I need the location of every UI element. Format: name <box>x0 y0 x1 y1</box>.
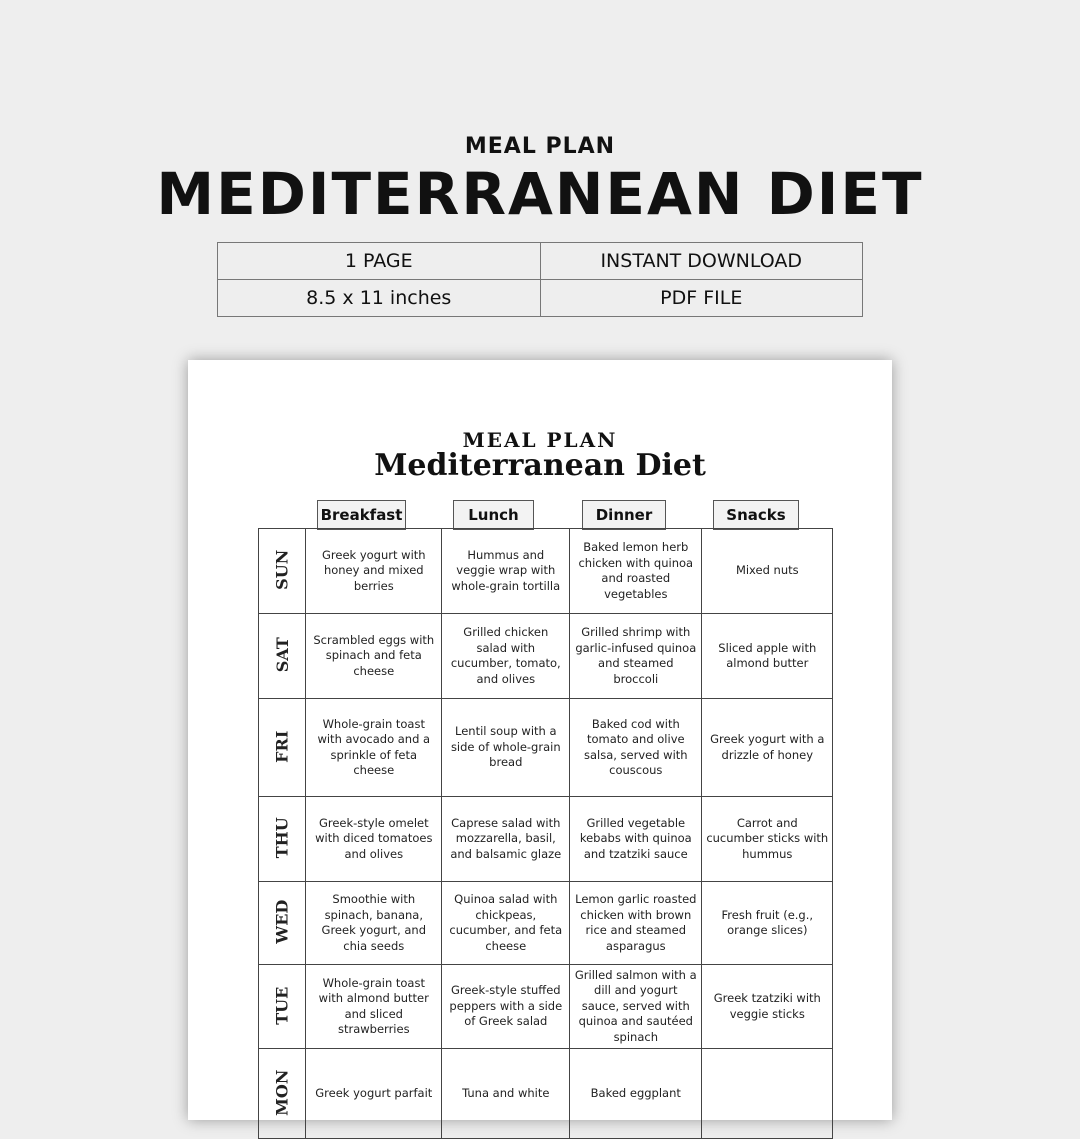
table-row <box>259 882 833 965</box>
meal-cell: Lemon garlic roasted chicken with brown rice and steamed asparagus <box>570 882 702 965</box>
day-label: TUE <box>272 986 292 1025</box>
day-label: FRI <box>272 730 292 763</box>
meal-cell: Grilled shrimp with garlic-infused quinoa and steamed broccoli <box>570 614 702 699</box>
meal-grid <box>258 528 833 1139</box>
day-label: SUN <box>272 549 292 591</box>
info-download: INSTANT DOWNLOAD <box>540 243 863 280</box>
header-subtitle: MEAL PLAN <box>464 134 616 159</box>
meal-cell: Carrot and cucumber sticks with hummus <box>702 797 833 882</box>
meal-cell: Greek yogurt with a drizzle of honey <box>702 699 833 797</box>
meal-cell: Grilled vegetable kebabs with quinoa and tzatziki sauce <box>570 797 702 882</box>
day-label: MON <box>272 1069 292 1116</box>
meal-cell <box>702 1049 833 1139</box>
meal-cell: Greek tzatziki with veggie sticks <box>702 965 833 1049</box>
meal-cell: Baked eggplant <box>570 1049 702 1139</box>
info-pages: 1 PAGE <box>218 243 541 280</box>
meal-plan-sheet <box>188 360 892 1120</box>
day-label: SAT <box>272 637 292 673</box>
meal-cell: Lentil soup with a side of whole-grain bread <box>442 699 570 797</box>
day-cell <box>259 699 306 797</box>
meal-cell: Sliced apple with almond butter <box>702 614 833 699</box>
meal-cell: Greek yogurt parfait <box>306 1049 442 1139</box>
meal-cell: Whole-grain toast with almond butter and sliced strawberries <box>306 965 442 1049</box>
meal-cell: Grilled salmon with a dill and yogurt sauce, served with quinoa and sautéed spinach <box>570 965 702 1049</box>
day-cell <box>259 1049 306 1139</box>
meal-cell: Quinoa salad with chickpeas, cucumber, and feta cheese <box>442 882 570 965</box>
meal-cell: Greek yogurt with honey and mixed berries <box>306 529 442 614</box>
table-row <box>259 965 833 1049</box>
day-label: THU <box>272 817 292 859</box>
table-row <box>259 1049 833 1139</box>
column-header-lunch: Lunch <box>453 500 534 530</box>
day-cell <box>259 882 306 965</box>
meal-cell: Scrambled eggs with spinach and feta cheese <box>306 614 442 699</box>
meal-cell: Whole-grain toast with avocado and a sprinkle of feta cheese <box>306 699 442 797</box>
meal-cell: Caprese salad with mozzarella, basil, and balsamic glaze <box>442 797 570 882</box>
info-table <box>217 242 863 317</box>
table-row <box>259 614 833 699</box>
meal-cell: Hummus and veggie wrap with whole-grain tortilla <box>442 529 570 614</box>
info-size: 8.5 x 11 inches <box>218 280 541 317</box>
day-label: WED <box>272 899 292 945</box>
sheet-subtitle: MEAL PLAN <box>462 428 618 452</box>
header-title: MEDITERRANEAN DIET <box>156 160 924 228</box>
meal-cell: Tuna and white <box>442 1049 570 1139</box>
meal-cell: Fresh fruit (e.g., orange slices) <box>702 882 833 965</box>
day-cell <box>259 965 306 1049</box>
table-row <box>259 699 833 797</box>
info-format: PDF FILE <box>540 280 863 317</box>
meal-cell: Smoothie with spinach, banana, Greek yogurt, and chia seeds <box>306 882 442 965</box>
meal-cell: Grilled chicken salad with cucumber, tomato, and olives <box>442 614 570 699</box>
table-row <box>259 797 833 882</box>
meal-cell: Mixed nuts <box>702 529 833 614</box>
meal-cell: Greek-style stuffed peppers with a side of Greek salad <box>442 965 570 1049</box>
sheet-title: Mediterranean Diet <box>374 448 706 483</box>
column-header-snacks: Snacks <box>713 500 799 530</box>
column-header-dinner: Dinner <box>582 500 666 530</box>
day-cell <box>259 797 306 882</box>
meal-cell: Baked cod with tomato and olive salsa, served with couscous <box>570 699 702 797</box>
day-cell <box>259 614 306 699</box>
table-row <box>259 529 833 614</box>
meal-cell: Baked lemon herb chicken with quinoa and roasted vegetables <box>570 529 702 614</box>
day-cell <box>259 529 306 614</box>
column-header-breakfast: Breakfast <box>317 500 406 530</box>
meal-cell: Greek-style omelet with diced tomatoes and olives <box>306 797 442 882</box>
